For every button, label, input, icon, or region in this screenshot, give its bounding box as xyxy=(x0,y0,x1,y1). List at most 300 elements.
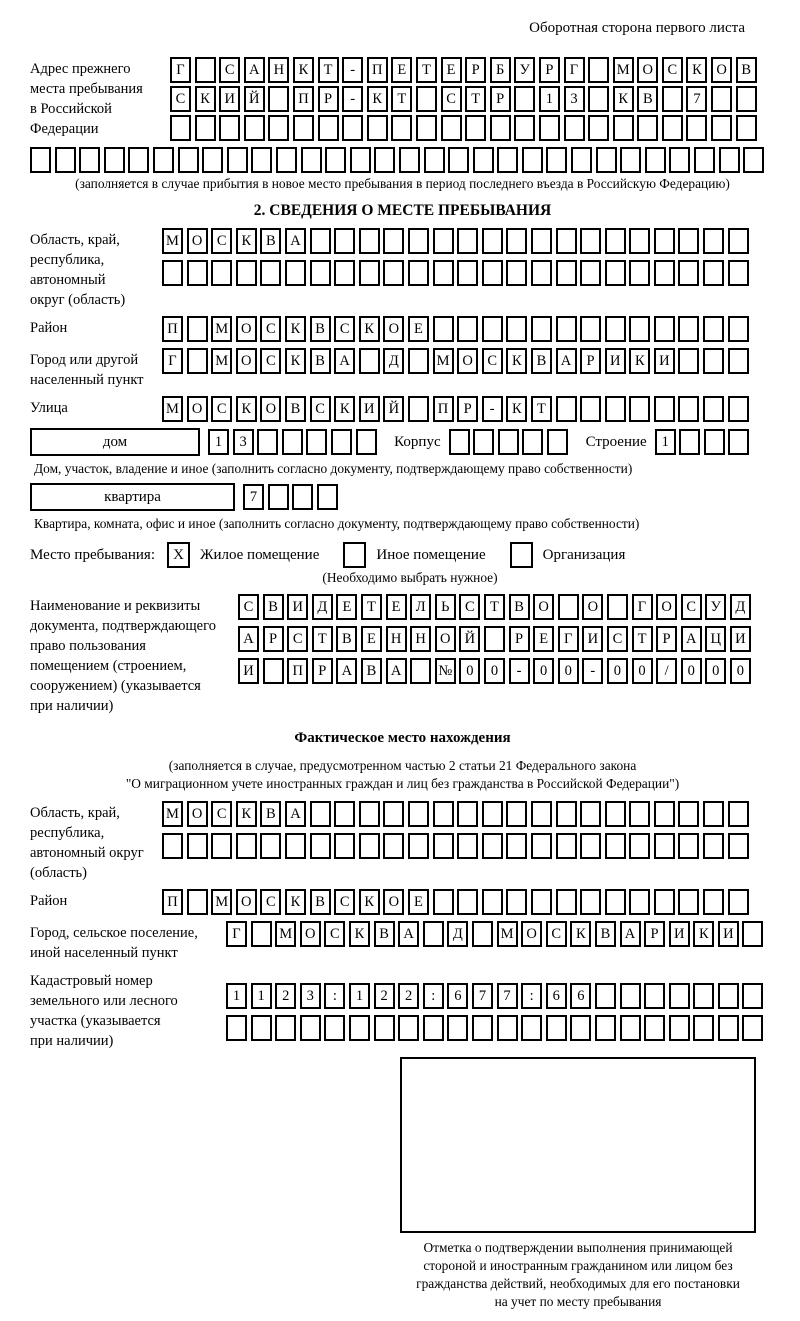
char-cell xyxy=(408,833,429,859)
char-grid-row xyxy=(226,983,767,1009)
char-cell: Т xyxy=(361,594,382,620)
char-grid-row xyxy=(162,889,752,915)
street-label: Улица xyxy=(30,400,68,416)
char-cell: В xyxy=(310,889,331,915)
char-cell xyxy=(718,1015,739,1041)
char-cell xyxy=(251,921,272,947)
char-cell: М xyxy=(162,801,183,827)
char-cell xyxy=(556,396,577,422)
char-cell: 0 xyxy=(558,658,579,684)
char-cell: С xyxy=(459,594,480,620)
char-cell: 3 xyxy=(233,429,254,455)
char-cell: И xyxy=(582,626,603,652)
label-line: на учет по месту пребывания xyxy=(494,1294,662,1309)
char-cell xyxy=(356,429,377,455)
apartment-number-cells xyxy=(243,484,341,510)
char-cell: Й xyxy=(459,626,480,652)
char-cell: В xyxy=(361,658,382,684)
char-cell: Р xyxy=(312,658,333,684)
char-cell xyxy=(620,983,641,1009)
char-cell: Р xyxy=(263,626,284,652)
region-actual-label xyxy=(30,801,162,883)
char-cell xyxy=(104,147,125,173)
char-cell xyxy=(408,348,429,374)
char-grid-row xyxy=(162,801,752,827)
char-cell xyxy=(187,316,208,342)
char-cell: Е xyxy=(533,626,554,652)
char-cell: - xyxy=(582,658,603,684)
char-cell xyxy=(310,801,331,827)
char-cell xyxy=(448,147,469,173)
char-cell: А xyxy=(681,626,702,652)
char-cell xyxy=(391,115,412,141)
stroenie-label: Строение xyxy=(585,433,647,450)
char-cell: 0 xyxy=(484,658,505,684)
cadastre-label xyxy=(30,969,226,1051)
char-cell xyxy=(334,833,355,859)
char-cell xyxy=(195,115,216,141)
char-cell: 2 xyxy=(398,983,419,1009)
char-cell: Н xyxy=(268,57,289,83)
char-cell xyxy=(416,86,437,112)
char-cell: О xyxy=(300,921,321,947)
label-line: документа, подтверждающего xyxy=(30,618,216,634)
char-cell: С xyxy=(260,889,281,915)
char-cell: А xyxy=(556,348,577,374)
char-cell: Е xyxy=(391,57,412,83)
char-cell: И xyxy=(730,626,751,652)
char-grid-row xyxy=(226,921,767,947)
city-label xyxy=(30,348,162,390)
house-number-cells xyxy=(208,429,380,455)
char-cell xyxy=(334,228,355,254)
char-cell xyxy=(564,115,585,141)
city-actual-label xyxy=(30,921,226,963)
apartment-row xyxy=(30,483,775,511)
char-cell xyxy=(556,801,577,827)
char-cell: Р xyxy=(457,396,478,422)
char-cell xyxy=(678,801,699,827)
char-cell xyxy=(482,889,503,915)
char-cell xyxy=(473,429,494,455)
char-cell: В xyxy=(374,921,395,947)
char-cell: - xyxy=(342,57,363,83)
char-cell: О xyxy=(435,626,456,652)
char-cell xyxy=(580,260,601,286)
char-cell xyxy=(482,228,503,254)
char-cell xyxy=(531,260,552,286)
char-cell: М xyxy=(433,348,454,374)
char-cell xyxy=(408,260,429,286)
char-cell: В xyxy=(260,801,281,827)
char-cell xyxy=(580,801,601,827)
char-cell: О xyxy=(236,316,257,342)
char-cell: С xyxy=(219,57,240,83)
char-cell xyxy=(605,396,626,422)
char-cell xyxy=(257,429,278,455)
char-cell: И xyxy=(238,658,259,684)
char-cell xyxy=(556,833,577,859)
char-cell xyxy=(728,348,749,374)
char-cell: Г xyxy=(162,348,183,374)
char-cell xyxy=(654,889,675,915)
char-cell: О xyxy=(187,396,208,422)
char-cell: С xyxy=(681,594,702,620)
char-cell: М xyxy=(211,889,232,915)
char-cell xyxy=(268,115,289,141)
label-line: автономный округ xyxy=(30,845,144,861)
char-cell xyxy=(531,316,552,342)
char-cell: Р xyxy=(644,921,665,947)
char-cell xyxy=(300,1015,321,1041)
char-cell xyxy=(227,147,248,173)
char-cell xyxy=(654,833,675,859)
char-cell: О xyxy=(187,228,208,254)
char-cell xyxy=(728,228,749,254)
char-cell: 7 xyxy=(686,86,707,112)
char-cell xyxy=(703,396,724,422)
char-cell xyxy=(424,147,445,173)
house-caption: Дом, участок, владение и иное (заполнить согласно документу, подтверждающему право собственности) xyxy=(34,461,633,476)
char-cell xyxy=(644,1015,665,1041)
char-cell xyxy=(728,260,749,286)
field-right-document xyxy=(30,594,775,716)
char-cell: : xyxy=(521,983,542,1009)
char-cell: В xyxy=(736,57,757,83)
char-cell: А xyxy=(244,57,265,83)
stay-type-caption: (Необходимо выбрать нужное) xyxy=(322,570,498,585)
char-cell: И xyxy=(605,348,626,374)
char-cell xyxy=(433,260,454,286)
char-cell xyxy=(558,594,579,620)
char-cell: И xyxy=(219,86,240,112)
char-cell: Т xyxy=(465,86,486,112)
char-cell: М xyxy=(497,921,518,947)
label-line: Область, край, xyxy=(30,805,120,821)
char-cell: А xyxy=(336,658,357,684)
char-cell xyxy=(686,115,707,141)
char-cell xyxy=(236,260,257,286)
char-grid-row xyxy=(162,316,752,342)
char-cell: С xyxy=(238,594,259,620)
char-cell: О xyxy=(457,348,478,374)
char-cell xyxy=(195,57,216,83)
char-cell: Б xyxy=(490,57,511,83)
char-cell xyxy=(55,147,76,173)
char-cell: А xyxy=(398,921,419,947)
char-cell: М xyxy=(162,396,183,422)
label-line: помещением (строением, xyxy=(30,658,187,674)
char-cell: К xyxy=(613,86,634,112)
field-region-actual xyxy=(30,801,775,883)
char-cell xyxy=(334,260,355,286)
char-cell: 0 xyxy=(705,658,726,684)
stamp-section xyxy=(382,1057,774,1311)
char-cell xyxy=(531,889,552,915)
char-cell xyxy=(703,316,724,342)
char-cell xyxy=(654,316,675,342)
char-cell xyxy=(588,86,609,112)
char-cell: П xyxy=(287,658,308,684)
char-grid-row xyxy=(162,348,752,374)
char-cell: 0 xyxy=(533,658,554,684)
char-cell xyxy=(595,983,616,1009)
char-cell: В xyxy=(260,228,281,254)
label-line: автономный xyxy=(30,272,106,288)
field-cadastre xyxy=(30,969,775,1051)
char-cell xyxy=(285,260,306,286)
house-type-box: дом xyxy=(30,428,200,456)
char-cell xyxy=(580,396,601,422)
char-cell xyxy=(654,228,675,254)
checkbox-residential: X xyxy=(167,542,190,568)
char-cell: И xyxy=(718,921,739,947)
char-cell xyxy=(374,1015,395,1041)
char-cell xyxy=(187,833,208,859)
char-cell xyxy=(703,348,724,374)
char-cell xyxy=(310,833,331,859)
label-line: иной населенный пункт xyxy=(30,945,178,961)
char-cell xyxy=(580,316,601,342)
char-cell xyxy=(490,115,511,141)
char-cell xyxy=(506,316,527,342)
char-cell xyxy=(349,1015,370,1041)
char-cell xyxy=(694,147,715,173)
char-cell: 1 xyxy=(251,983,272,1009)
char-cell xyxy=(678,260,699,286)
label-line: Область, край, xyxy=(30,232,120,248)
char-cell: Р xyxy=(318,86,339,112)
char-cell xyxy=(693,1015,714,1041)
char-cell: 1 xyxy=(539,86,560,112)
char-grid-row xyxy=(238,626,754,652)
char-cell xyxy=(556,889,577,915)
char-cell: И xyxy=(287,594,308,620)
char-cell xyxy=(620,1015,641,1041)
char-cell xyxy=(433,889,454,915)
char-cell: Т xyxy=(484,594,505,620)
char-cell: К xyxy=(285,348,306,374)
char-cell: О xyxy=(236,348,257,374)
char-cell: 7 xyxy=(243,484,264,510)
char-cell: Н xyxy=(410,626,431,652)
char-cell xyxy=(514,115,535,141)
char-cell xyxy=(374,147,395,173)
char-cell xyxy=(276,147,297,173)
char-cell: О xyxy=(383,316,404,342)
prev-address-overflow-row xyxy=(30,147,775,173)
char-cell xyxy=(331,429,352,455)
char-cell xyxy=(465,115,486,141)
label-line: в Российской xyxy=(30,101,112,117)
char-cell xyxy=(736,115,757,141)
char-cell xyxy=(703,228,724,254)
right-document-label xyxy=(30,594,238,716)
char-cell: 6 xyxy=(546,983,567,1009)
char-cell xyxy=(263,658,284,684)
char-grid-row xyxy=(162,228,752,254)
char-cell: А xyxy=(285,228,306,254)
korpus-cells xyxy=(449,429,572,455)
char-cell: А xyxy=(386,658,407,684)
char-cell xyxy=(678,348,699,374)
char-cell xyxy=(644,983,665,1009)
char-cell xyxy=(260,833,281,859)
char-cell: О xyxy=(260,396,281,422)
char-cell: К xyxy=(236,396,257,422)
char-cell xyxy=(350,147,371,173)
label-line: "О миграционном учете иностранных граждан и лиц без гражданства в Российской Федерации") xyxy=(125,776,680,791)
char-cell xyxy=(703,260,724,286)
char-cell xyxy=(416,115,437,141)
char-cell: А xyxy=(620,921,641,947)
char-cell xyxy=(236,833,257,859)
label-line: участка (указывается xyxy=(30,1013,161,1029)
char-cell: П xyxy=(162,316,183,342)
label-line: гражданства действий, необходимых для его постановки xyxy=(416,1276,740,1291)
checkbox-organization xyxy=(510,542,533,568)
char-cell xyxy=(703,833,724,859)
char-cell: Т xyxy=(318,57,339,83)
char-cell xyxy=(629,260,650,286)
char-cell: 1 xyxy=(655,429,676,455)
stay-type-label: Место пребывания: xyxy=(30,546,155,563)
char-grid-row xyxy=(170,57,760,83)
char-cell xyxy=(704,429,725,455)
char-cell xyxy=(457,228,478,254)
char-cell xyxy=(219,115,240,141)
char-cell xyxy=(310,260,331,286)
char-cell xyxy=(662,115,683,141)
char-cell xyxy=(457,316,478,342)
char-cell xyxy=(383,260,404,286)
char-cell: Л xyxy=(410,594,431,620)
char-cell: С xyxy=(441,86,462,112)
label-line: Адрес прежнего xyxy=(30,61,131,77)
char-cell: У xyxy=(705,594,726,620)
char-cell xyxy=(620,147,641,173)
char-grid-row xyxy=(170,86,760,112)
char-cell xyxy=(669,1015,690,1041)
district-label: Район xyxy=(30,320,68,336)
char-cell xyxy=(292,484,313,510)
label-line: сооружением) (указывается xyxy=(30,678,201,694)
char-cell: С xyxy=(260,316,281,342)
char-cell xyxy=(457,833,478,859)
char-cell: 1 xyxy=(226,983,247,1009)
char-cell xyxy=(546,147,567,173)
char-cell: К xyxy=(629,348,650,374)
char-cell xyxy=(678,889,699,915)
char-cell: 1 xyxy=(208,429,229,455)
char-cell xyxy=(629,833,650,859)
char-cell xyxy=(605,833,626,859)
char-cell xyxy=(678,228,699,254)
char-cell xyxy=(654,801,675,827)
char-cell xyxy=(187,348,208,374)
field-region xyxy=(30,228,775,310)
label-line: республика, xyxy=(30,252,105,268)
char-cell xyxy=(441,115,462,141)
char-cell xyxy=(383,801,404,827)
field-city xyxy=(30,348,775,390)
prev-address-grid xyxy=(170,57,760,141)
actual-location-caption xyxy=(30,757,775,793)
label-line: Кадастровый номер xyxy=(30,973,153,989)
char-cell: 6 xyxy=(570,983,591,1009)
char-cell xyxy=(588,57,609,83)
char-cell: У xyxy=(514,57,535,83)
char-cell: 7 xyxy=(472,983,493,1009)
char-cell xyxy=(556,260,577,286)
char-cell xyxy=(547,429,568,455)
char-cell xyxy=(367,115,388,141)
label-line: (заполняется в случае, предусмотренном частью 2 статьи 21 Федерального закона xyxy=(168,758,637,773)
char-cell xyxy=(482,801,503,827)
char-cell: Р xyxy=(509,626,530,652)
char-cell: К xyxy=(236,801,257,827)
char-cell xyxy=(457,260,478,286)
char-cell: Е xyxy=(361,626,382,652)
char-cell xyxy=(178,147,199,173)
char-cell: О xyxy=(656,594,677,620)
char-cell xyxy=(629,889,650,915)
char-cell: № xyxy=(435,658,456,684)
char-cell: Р xyxy=(656,626,677,652)
char-cell: Т xyxy=(416,57,437,83)
char-cell xyxy=(162,833,183,859)
char-cell xyxy=(605,316,626,342)
char-cell: Т xyxy=(391,86,412,112)
char-cell xyxy=(742,921,763,947)
char-cell xyxy=(306,429,327,455)
char-cell xyxy=(742,1015,763,1041)
char-cell xyxy=(571,147,592,173)
char-cell: М xyxy=(211,316,232,342)
char-cell: В xyxy=(336,626,357,652)
label-line: при наличии) xyxy=(30,698,114,714)
label-line: Город или другой xyxy=(30,352,139,368)
field-city-actual xyxy=(30,921,775,963)
char-cell xyxy=(605,801,626,827)
char-grid-row xyxy=(162,396,752,422)
char-cell xyxy=(457,889,478,915)
char-cell xyxy=(629,228,650,254)
char-cell: М xyxy=(275,921,296,947)
char-cell xyxy=(449,429,470,455)
char-cell xyxy=(457,801,478,827)
option-other-premises-label: Иное помещение xyxy=(376,546,486,563)
char-cell xyxy=(433,316,454,342)
char-cell xyxy=(678,396,699,422)
char-cell xyxy=(742,983,763,1009)
char-cell: Н xyxy=(386,626,407,652)
char-cell xyxy=(522,429,543,455)
char-cell: П xyxy=(367,57,388,83)
char-cell xyxy=(728,429,749,455)
char-cell: Г xyxy=(170,57,191,83)
char-cell xyxy=(244,115,265,141)
korpus-label: Корпус xyxy=(394,433,441,450)
char-cell: С xyxy=(287,626,308,652)
char-cell: С xyxy=(310,396,331,422)
char-cell xyxy=(325,147,346,173)
prev-address-label xyxy=(30,57,170,139)
char-cell: Е xyxy=(408,316,429,342)
stamp-caption xyxy=(382,1239,774,1311)
checkbox-other-premises xyxy=(343,542,366,568)
char-cell: Г xyxy=(564,57,585,83)
